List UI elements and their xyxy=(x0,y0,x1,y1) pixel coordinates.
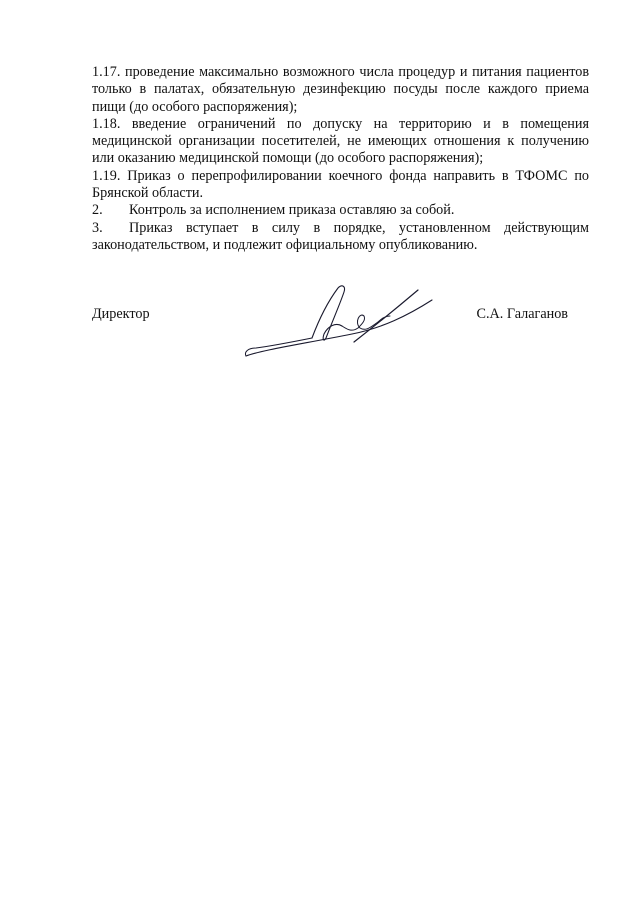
clause-text: проведение максимально возможного числа процедур и питания пациентов только в палатах, обязательную дезинфекцию посуды после каждого приема пищи (до особого распоряжения); xyxy=(92,64,590,115)
clause-number: 1.19. xyxy=(92,167,121,184)
signer-title: Директор xyxy=(92,306,150,322)
clause-1-19 xyxy=(92,168,589,203)
signer-name: С.А. Галаганов xyxy=(476,306,568,322)
signature-block xyxy=(92,306,589,386)
clause-1-17 xyxy=(92,64,589,116)
clause-text: Приказ о перепрофилировании коечного фонда направить в ТФОМС по Брянской области. xyxy=(92,167,590,202)
handwritten-signature xyxy=(242,282,442,364)
clause-1-18 xyxy=(92,116,589,168)
clause-2 xyxy=(92,202,589,219)
clause-number: 1.17. xyxy=(92,64,121,80)
clause-number: 3. xyxy=(92,219,103,236)
clause-number: 1.18. xyxy=(92,115,121,132)
clause-text: Контроль за исполнением приказа оставляю за собой. xyxy=(129,202,455,219)
clause-text: Приказ вступает в силу в порядке, установленном действующим законодательством, и подлежит официальному опубликованию. xyxy=(92,219,589,253)
clause-number: 2. xyxy=(92,202,103,219)
clause-3 xyxy=(92,220,589,255)
clause-text: введение ограничений по допуску на территорию и в помещения медицинской организации посетителей, не имеющих отношения к получению или оказанию медицинской помощи (до особого распоряжения); xyxy=(92,115,589,167)
document-body xyxy=(92,64,589,254)
